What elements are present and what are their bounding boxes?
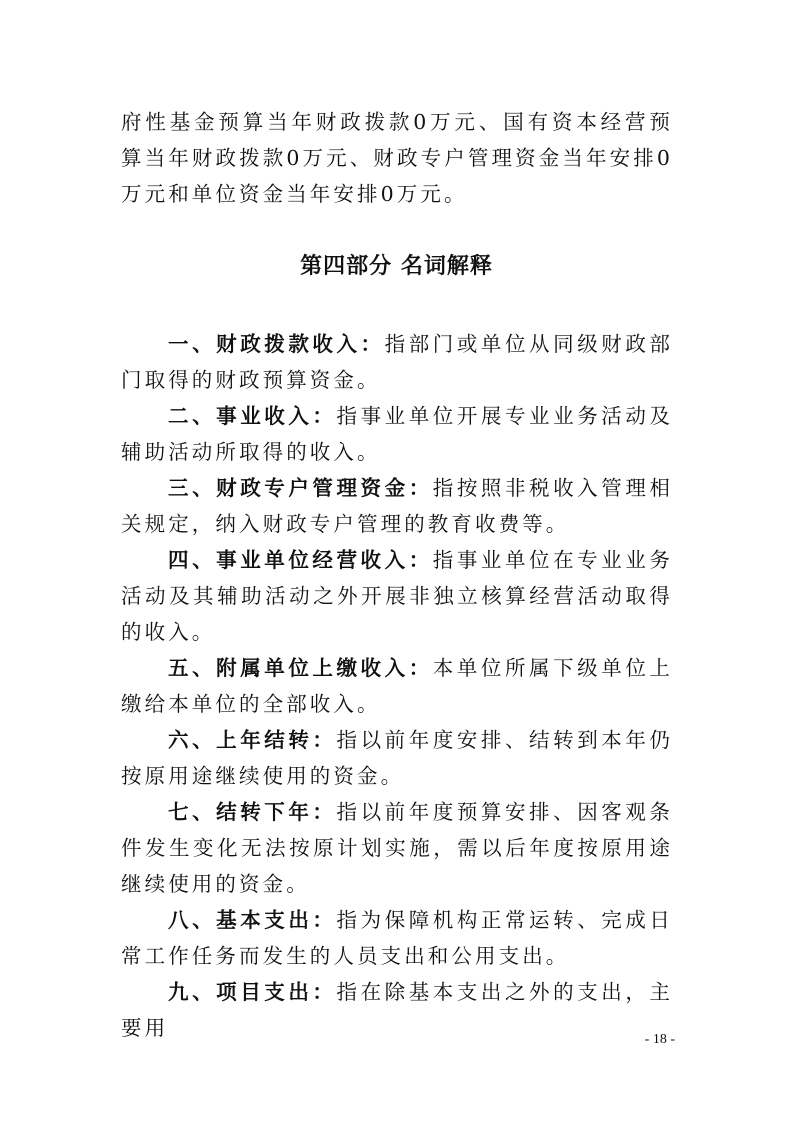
definitions-block: [121, 326, 673, 1046]
definition-item: [121, 326, 673, 398]
definition-item: [121, 650, 673, 722]
definition-term: 五、附属单位上缴收入：: [168, 656, 433, 680]
section-heading: 第四部分 名词解释: [300, 254, 493, 279]
definition-text: 指按照非税收入管理相关规定，纳入财政专户管理的教育收费等。: [121, 476, 673, 536]
page-number: - 18 -: [644, 1032, 675, 1047]
definition-item: [121, 902, 673, 974]
definition-term: 二、事业收入：: [168, 404, 337, 428]
intro-paragraph: 府性基金预算当年财政拨款0万元、国有资本经营预算当年财政拨款0万元、财政专户管理资金当年安排0万元和单位资金当年安排0万元。: [121, 110, 673, 206]
definition-text: 指为保障机构正常运转、完成日常工作任务而发生的人员支出和公用支出。: [121, 908, 674, 968]
definition-item: [121, 974, 673, 1046]
definition-text: 本单位所属下级单位上缴给本单位的全部收入。: [121, 656, 673, 716]
definition-term: 一、财政拨款收入：: [168, 332, 385, 356]
definition-text: 指事业单位在专业业务活动及其辅助活动之外开展非独立核算经营活动取得的收入。: [121, 548, 673, 644]
definition-text: 指在除基本支出之外的支出，主要用: [121, 980, 674, 1040]
definition-text: 指以前年度预算安排、因客观条件发生变化无法按原计划实施，需以后年度按原用途继续使用的资金。: [121, 800, 674, 896]
definition-item: [121, 542, 673, 650]
definition-item: [121, 398, 673, 470]
definition-term: 九、项目支出：: [168, 980, 337, 1004]
definition-term: 三、财政专户管理资金：: [168, 476, 433, 500]
definition-term: 八、基本支出：: [168, 908, 337, 932]
intro-block: [121, 104, 673, 212]
definition-term: 四、事业单位经营收入：: [168, 548, 433, 572]
definition-item: [121, 470, 673, 542]
definition-text: 指事业单位开展专业业务活动及辅助活动所取得的收入。: [121, 404, 674, 464]
definition-text: 指部门或单位从同级财政部门取得的财政预算资金。: [121, 332, 674, 392]
definition-item: [121, 794, 673, 902]
definition-text: 指以前年度安排、结转到本年仍按原用途继续使用的资金。: [121, 728, 674, 788]
definition-term: 七、结转下年：: [168, 800, 337, 824]
definition-item: [121, 722, 673, 794]
definition-term: 六、上年结转：: [168, 728, 337, 752]
